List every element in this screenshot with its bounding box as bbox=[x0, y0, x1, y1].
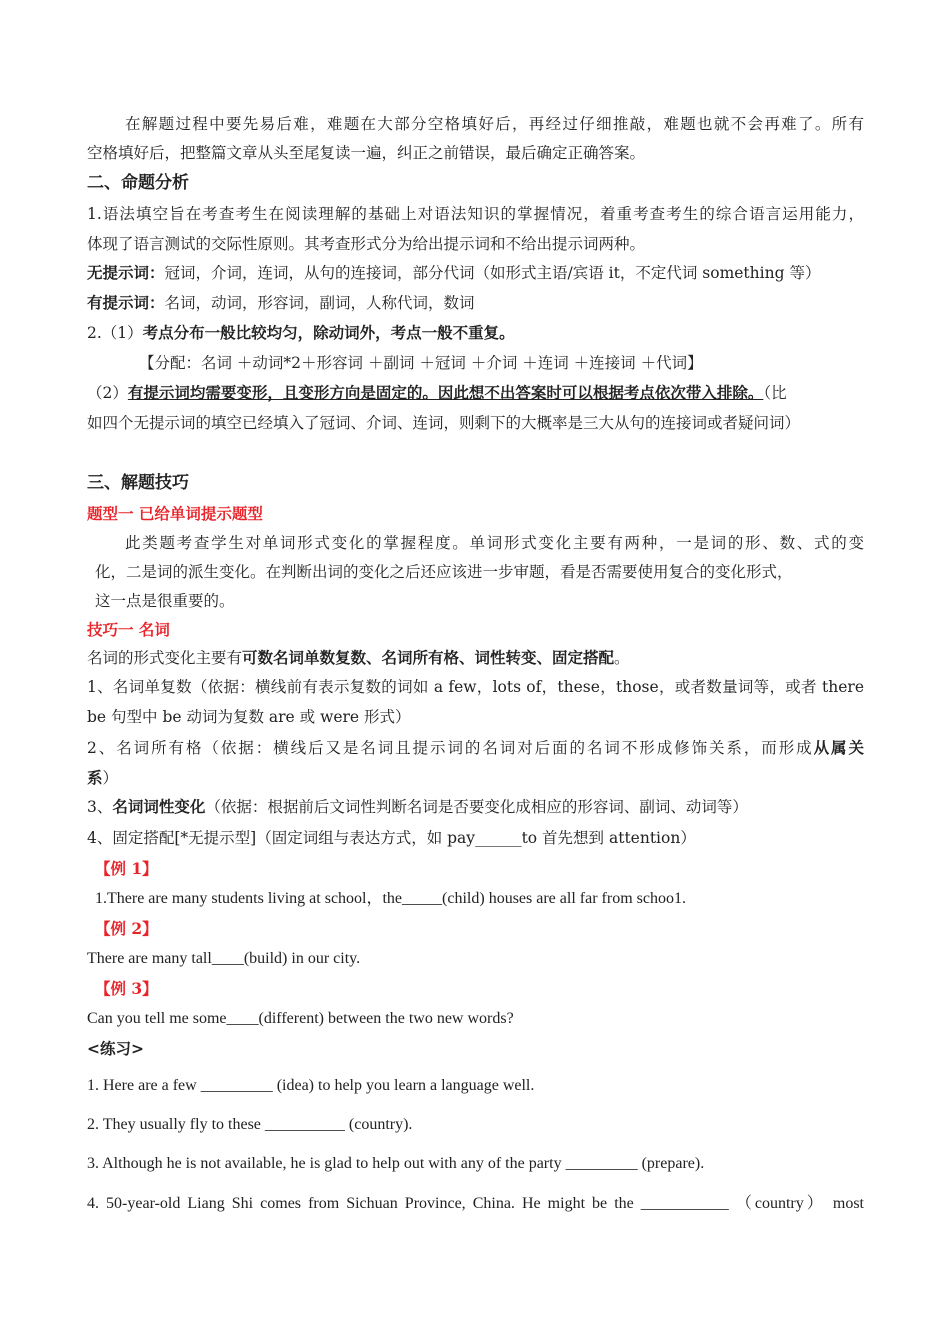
practice-item-1: 1. Here are a few _________ (idea) to help you learn a language well. bbox=[87, 1077, 535, 1094]
intro-line-2: 空格填好后，把整篇文章从头至尾复读一遍，纠正之前错误，最后确定正确答案。 bbox=[87, 144, 646, 162]
hint-label: 有提示词： bbox=[87, 293, 165, 312]
example-3-after: (different) between the two new words? bbox=[258, 1010, 514, 1027]
skill1-title: 技巧一 名词 bbox=[87, 620, 170, 639]
no-hint-line bbox=[87, 262, 864, 284]
item2-bold-end: 系 bbox=[87, 768, 103, 787]
example-3-label: 【例 3】 bbox=[95, 979, 158, 998]
analysis-p3-prefix: （2） bbox=[87, 384, 128, 402]
example-1-before: 1.There are many students living at school，the bbox=[95, 890, 403, 907]
skill1-intro-prefix: 名词的形式变化主要有 bbox=[87, 649, 243, 667]
skill1-intro-bold: 可数名词单数复数、名词所有格、词性转变、固定搭配 bbox=[242, 648, 615, 667]
practice-heading: <练习> bbox=[87, 1039, 144, 1058]
item4-line bbox=[87, 827, 864, 849]
skill1-intro-suffix: 。 bbox=[614, 649, 630, 667]
item2-suffix: ） bbox=[102, 769, 119, 787]
analysis-p1-line-2: 体现了语言测试的交际性原则。其考查形式分为给出提示词和不给出提示词两种。 bbox=[87, 235, 646, 253]
analysis-p2-bold: 考点分布一般比较均匀，除动词外，考点一般不重复。 bbox=[142, 323, 515, 342]
practice-item-3: 3. Although he is not available, he is glad to help out with any of the party _________ (prepare). bbox=[87, 1155, 705, 1172]
analysis-p2-prefix: 2.（1） bbox=[87, 324, 143, 342]
section-heading-analysis: 二、命题分析 bbox=[87, 173, 189, 193]
intro-line-1: 在解题过程中要先易后难，难题在大部分空格填好后，再经过仔细推敲，难题也就不会再难了。所有 bbox=[125, 115, 864, 133]
example-1-blank: _____ bbox=[402, 890, 443, 907]
item2-line-2 bbox=[87, 767, 864, 789]
example-1-after: (child) houses are all far from schoo1. bbox=[442, 890, 686, 907]
hint-text: 名词，动词，形容词，副词，人称代词，数词 bbox=[164, 294, 475, 312]
example-3-before: Can you tell me some bbox=[87, 1010, 227, 1027]
item3-line bbox=[87, 796, 864, 818]
item3-prefix: 3、 bbox=[87, 798, 113, 816]
no-hint-text: 冠词，介词，连词，从句的连接词，部分代词（如形式主语/宾语 it，不定代词 something 等） bbox=[164, 264, 821, 282]
analysis-p3-bold: 有提示词均需要变形，且变形方向是固定的。因此想不出答案时可以根据考点依次带入排除。 bbox=[127, 383, 764, 402]
distribution-line: 【分配：名词 ＋动词*2＋形容词 ＋副词 ＋冠词 ＋介词 ＋连词 ＋连接词 ＋代词】 bbox=[139, 354, 703, 372]
example-3-blank: ____ bbox=[226, 1010, 259, 1027]
item4-prefix: 4、固定搭配[*无提示型]（固定词组与表达方式，如 pay bbox=[87, 829, 476, 847]
analysis-p3-line-1 bbox=[87, 382, 864, 404]
practice-item-2: 2. They usually fly to these __________ (country). bbox=[87, 1116, 413, 1133]
analysis-p1-line-1: 1.语法填空旨在考查考生在阅读理解的基础上对语法知识的掌握情况，着重考查考生的综合语言运用能力， bbox=[87, 205, 864, 223]
item3-bold: 名词词性变化 bbox=[112, 797, 206, 816]
example-2-after: (build) in our city. bbox=[243, 950, 361, 967]
example-2-before: There are many tall bbox=[87, 950, 212, 967]
item3-suffix: （依据：根据前后文词性判断名词是否要变化成相应的形容词、副词、动词等） bbox=[205, 798, 748, 816]
no-hint-label: 无提示词： bbox=[87, 263, 165, 282]
item4-blank: ______ bbox=[475, 829, 522, 847]
type1-line-1: 此类题考查学生对单词形式变化的掌握程度。单词形式变化主要有两种，一是词的形、数、式的变 bbox=[125, 534, 864, 552]
example-1-text bbox=[87, 888, 864, 910]
example-2-text bbox=[87, 948, 864, 970]
practice-item-4: 4. 50-year-old Liang Shi comes from Sichuan Province, China. He might be the ___________ （country） most bbox=[87, 1195, 864, 1212]
item2-text: 2、名词所有格（依据：横线后又是名词且提示词的名词对后面的名词不形成修饰关系，而形成 bbox=[87, 739, 814, 757]
example-2-label: 【例 2】 bbox=[95, 919, 158, 938]
analysis-p2 bbox=[87, 322, 864, 344]
type1-line-3: 这一点是很重要的。 bbox=[95, 592, 235, 610]
example-3-text bbox=[87, 1008, 864, 1030]
skill1-intro bbox=[87, 647, 864, 669]
analysis-p3-line-2: 如四个无提示词的填空已经填入了冠词、介词、连词，则剩下的大概率是三大从句的连接词或者疑问词） bbox=[87, 414, 801, 432]
hint-line bbox=[87, 292, 864, 314]
section-heading-techniques: 三、解题技巧 bbox=[87, 473, 189, 493]
item4-suffix: to 首先想到 attention） bbox=[521, 829, 696, 847]
analysis-p3-tail: （比 bbox=[763, 384, 787, 402]
item2-bold: 从属关 bbox=[813, 738, 864, 757]
example-2-blank: ____ bbox=[211, 950, 244, 967]
item1-line-2: be 句型中 be 动词为复数 are 或 were 形式） bbox=[87, 708, 411, 726]
item1-line-1: 1、名词单复数（依据：横线前有表示复数的词如 a few，lots of，these，those，或者数量词等，或者 there bbox=[87, 678, 864, 696]
item2-line-1 bbox=[87, 737, 864, 759]
type1-line-2: 化，二是词的派生变化。在判断出词的变化之后还应该进一步审题，看是否需要使用复合的变化形式， bbox=[95, 563, 793, 581]
type1-title: 题型一 已给单词提示题型 bbox=[87, 504, 263, 523]
example-1-label: 【例 1】 bbox=[95, 859, 158, 878]
